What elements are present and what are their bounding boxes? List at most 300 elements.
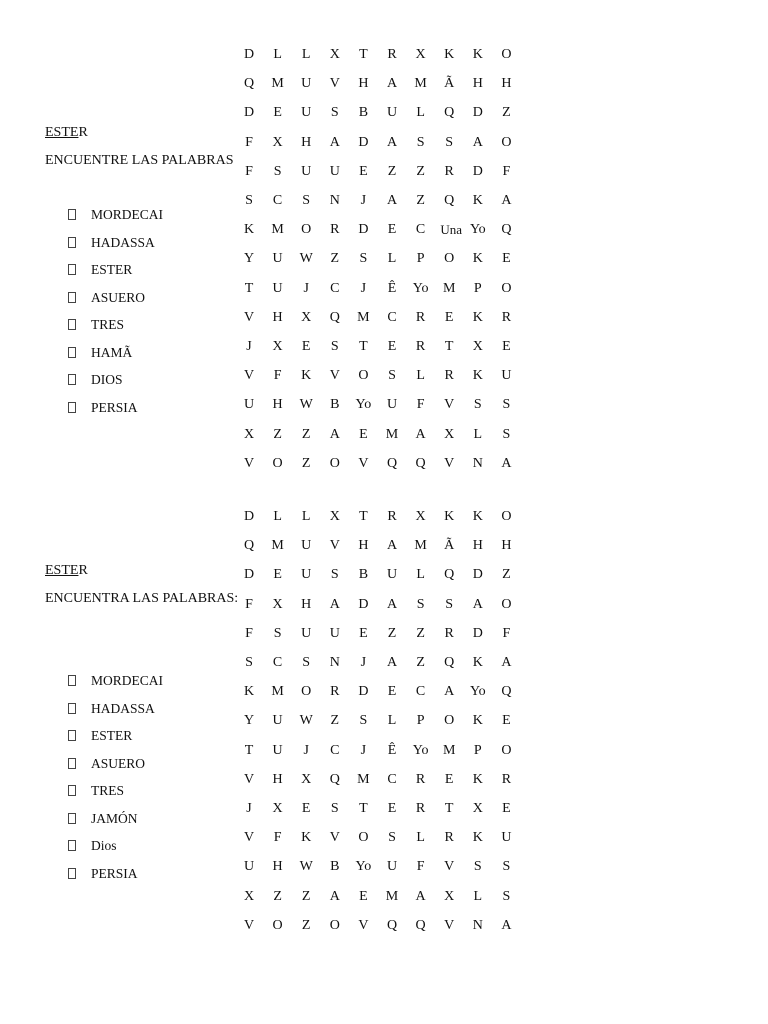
grid-row (235, 888, 535, 908)
grid-cell: O (501, 509, 512, 524)
grid-cell: D (472, 163, 483, 179)
grid-cell: E (359, 163, 368, 179)
grid-cell: K (472, 771, 483, 787)
checkbox-bullet-icon (68, 237, 76, 248)
grid-cell: F (273, 368, 282, 384)
grid-cell: Yo (355, 397, 372, 413)
grid-cell: D (243, 567, 255, 583)
grid-cell: E (301, 801, 311, 816)
grid-cell: T (244, 280, 254, 296)
grid-row (235, 742, 535, 762)
grid-cell: Yo (469, 222, 486, 238)
grid-row (235, 455, 535, 475)
grid-cell: Z (330, 251, 340, 267)
grid-cell: U (301, 105, 312, 121)
grid-row (235, 683, 535, 703)
grid-cell: F (245, 596, 253, 612)
grid-cell: R (444, 163, 454, 179)
grid-cell: F (416, 859, 425, 875)
grid-cell: K (301, 830, 312, 846)
grid-cell: K (472, 309, 483, 325)
grid-cell: L (416, 368, 425, 384)
grid-cell: M (271, 76, 284, 92)
grid-cell: C (415, 222, 426, 238)
grid-cell: S (273, 625, 282, 641)
puzzle-instructions: ENCUENTRE LAS PALABRAS (45, 153, 234, 168)
word-label: TRES (91, 783, 125, 798)
grid-cell: T (359, 339, 368, 354)
grid-row (235, 75, 535, 95)
grid-cell: E (502, 251, 511, 267)
grid-cell: D (358, 596, 369, 612)
grid-cell: V (329, 538, 340, 554)
grid-cell: X (272, 339, 283, 354)
grid-row (235, 221, 535, 241)
grid-cell: P (473, 742, 482, 758)
grid-cell: H (272, 397, 283, 413)
grid-cell: W (299, 251, 313, 267)
grid-cell: V (329, 76, 340, 92)
grid-cell: S (416, 134, 425, 150)
grid-cell: U (386, 567, 398, 583)
grid-cell: Z (273, 426, 282, 442)
grid-cell: Z (502, 105, 511, 121)
grid-cell: W (299, 397, 313, 413)
word-label: MORDECAI (91, 207, 164, 222)
grid-cell: E (273, 105, 282, 121)
grid-cell: V (444, 917, 455, 933)
grid-cell: W (299, 713, 313, 729)
checkbox-bullet-icon (68, 374, 76, 385)
grid-cell: U (301, 538, 312, 554)
grid-cell: A (386, 193, 398, 208)
grid-cell: U (272, 742, 283, 758)
grid-cell: B (330, 859, 340, 875)
grid-cell: J (303, 280, 309, 296)
grid-cell: F (245, 163, 253, 179)
grid-cell: X (415, 509, 426, 524)
grid-row (235, 309, 535, 329)
grid-cell: X (472, 339, 483, 354)
grid-cell: Q (415, 455, 426, 471)
grid-cell: S (302, 655, 311, 670)
grid-cell: Q (415, 917, 426, 933)
grid-cell: X (272, 596, 283, 612)
grid-cell: O (272, 455, 283, 471)
grid-cell: V (358, 455, 369, 471)
grid-cell: T (244, 742, 254, 758)
word-label: PERSIA (91, 399, 138, 415)
grid-cell: K (444, 509, 455, 524)
grid-cell: D (243, 509, 255, 524)
grid-cell: X (272, 134, 283, 150)
grid-cell: A (386, 596, 398, 612)
grid-cell: S (245, 193, 253, 208)
grid-cell: U (386, 105, 398, 121)
grid-cell: L (301, 509, 311, 524)
grid-cell: S (359, 713, 368, 729)
grid-row (235, 625, 535, 645)
grid-cell: V (243, 771, 255, 787)
grid-cell: R (415, 339, 426, 354)
grid-cell: Z (416, 193, 425, 208)
grid-cell: E (387, 222, 397, 238)
grid-cell: F (502, 163, 511, 179)
checkbox-bullet-icon (68, 730, 76, 741)
grid-cell: U (243, 397, 255, 413)
grid-cell: A (329, 596, 340, 612)
grid-cell: C (330, 742, 340, 758)
grid-cell: Ã (444, 76, 455, 92)
grid-cell: U (501, 368, 512, 384)
grid-cell: A (386, 76, 398, 92)
word-label: Dios (91, 838, 117, 853)
grid-cell: X (415, 47, 426, 62)
grid-cell: Q (329, 771, 340, 787)
grid-cell: X (329, 509, 340, 524)
grid-cell: J (360, 193, 367, 208)
grid-cell: P (416, 713, 425, 729)
grid-cell: K (472, 47, 483, 62)
grid-row (235, 104, 535, 124)
grid-cell: H (272, 859, 283, 875)
grid-cell: K (472, 509, 483, 524)
grid-cell: O (329, 455, 340, 471)
word-label: HADASSA (91, 234, 155, 250)
grid-cell: S (473, 859, 482, 875)
grid-cell: Ê (387, 742, 397, 758)
grid-cell: L (416, 830, 425, 846)
grid-cell: X (444, 888, 455, 904)
word-label: ESTER (91, 728, 133, 743)
grid-cell: R (444, 368, 454, 384)
grid-cell: S (473, 397, 482, 413)
grid-cell: V (243, 917, 255, 933)
grid-cell: M (357, 309, 370, 325)
grid-cell: M (357, 771, 370, 787)
grid-cell: L (387, 251, 397, 267)
grid-cell: Z (387, 163, 397, 179)
grid-cell: L (387, 713, 397, 729)
grid-cell: V (243, 368, 255, 384)
grid-cell: K (472, 713, 483, 729)
grid-cell: H (472, 76, 483, 92)
grid-cell: Q (243, 76, 255, 92)
grid-cell: E (502, 339, 511, 354)
grid-cell: K (243, 684, 255, 700)
grid-cell: H (501, 538, 512, 554)
grid-cell: Q (501, 684, 512, 700)
grid-cell: Q (329, 309, 340, 325)
grid-cell: S (502, 859, 511, 875)
grid-cell: S (445, 596, 454, 612)
grid-cell: O (301, 684, 312, 700)
grid-cell: U (301, 625, 312, 641)
grid-row (235, 280, 535, 300)
grid-cell: O (501, 742, 512, 758)
grid-cell: M (271, 222, 284, 238)
grid-cell: N (329, 655, 340, 670)
grid-cell: E (359, 426, 368, 442)
grid-cell: Y (243, 251, 255, 267)
grid-cell: Q (444, 105, 455, 121)
grid-cell: H (301, 596, 312, 612)
grid-cell: H (272, 309, 283, 325)
grid-cell: L (301, 47, 311, 62)
grid-cell: L (416, 105, 425, 121)
word-label: ASUERO (91, 289, 146, 305)
grid-cell: R (387, 47, 397, 62)
grid-cell: Z (416, 625, 425, 641)
word-label: HAMÃ (91, 344, 133, 360)
grid-cell: A (329, 426, 340, 442)
grid-cell: O (501, 280, 512, 296)
grid-cell: O (501, 47, 512, 62)
grid-cell: A (329, 888, 340, 904)
grid-cell: S (502, 888, 511, 904)
grid-cell: V (444, 455, 455, 471)
grid-cell: K (472, 655, 483, 670)
grid-cell: V (243, 830, 255, 846)
grid-cell: V (329, 830, 340, 846)
grid-row (235, 396, 535, 416)
grid-cell: H (301, 134, 312, 150)
grid-cell: E (387, 684, 397, 700)
grid-cell: O (444, 251, 455, 267)
grid-cell: R (501, 771, 512, 787)
grid-cell: A (386, 134, 398, 150)
grid-row (235, 426, 535, 446)
grid-cell: V (444, 397, 455, 413)
grid-cell: S (502, 426, 511, 442)
grid-cell: N (472, 917, 483, 933)
grid-row (235, 134, 535, 154)
grid-cell: C (272, 193, 283, 208)
grid-cell: A (386, 538, 398, 554)
grid-cell: A (472, 134, 483, 150)
grid-cell: E (444, 771, 454, 787)
grid-cell: V (243, 309, 255, 325)
grid-cell: Q (386, 455, 398, 471)
grid-cell: Z (301, 426, 311, 442)
grid-cell: W (299, 859, 313, 875)
grid-cell: U (243, 859, 255, 875)
grid-cell: S (245, 655, 253, 670)
title-underlined: ESTE (45, 563, 79, 578)
grid-cell: S (302, 193, 311, 208)
grid-cell: O (501, 134, 512, 150)
grid-cell: S (445, 134, 454, 150)
grid-cell: E (273, 567, 282, 583)
grid-cell: C (330, 280, 340, 296)
grid-row (235, 508, 535, 528)
grid-cell: R (387, 509, 397, 524)
grid-cell: Z (301, 917, 311, 933)
grid-cell: E (387, 339, 397, 354)
grid-cell: A (415, 426, 426, 442)
grid-cell: C (387, 771, 397, 787)
grid-cell: M (271, 538, 284, 554)
grid-cell: L (416, 567, 425, 583)
title-rest: R (78, 563, 88, 578)
grid-cell: A (415, 888, 426, 904)
grid-cell: Z (301, 455, 311, 471)
grid-cell: U (501, 830, 512, 846)
grid-cell: J (246, 801, 252, 816)
grid-row (235, 712, 535, 732)
word-label: ESTER (91, 262, 133, 277)
grid-cell: Z (416, 163, 425, 179)
grid-cell: C (415, 684, 426, 700)
grid-cell: J (303, 742, 309, 758)
grid-cell: R (330, 222, 340, 238)
grid-cell: X (272, 801, 283, 816)
checkbox-bullet-icon (68, 813, 76, 824)
grid-cell: E (387, 801, 397, 816)
grid-cell: M (385, 426, 399, 442)
grid-cell: D (472, 625, 483, 641)
grid-cell: Q (386, 917, 398, 933)
grid-cell: F (245, 625, 253, 641)
grid-cell: O (358, 368, 369, 384)
checkbox-bullet-icon (68, 402, 76, 413)
grid-cell: D (472, 567, 483, 583)
grid-cell: A (472, 596, 483, 612)
grid-cell: A (444, 684, 455, 700)
grid-cell: C (387, 309, 397, 325)
grid-cell: Yo (412, 280, 429, 296)
grid-cell: S (416, 596, 425, 612)
grid-cell: Yo (355, 859, 372, 875)
grid-cell: X (472, 801, 483, 816)
grid-cell: U (272, 713, 283, 729)
grid-cell: S (388, 368, 396, 384)
grid-cell: D (243, 105, 255, 121)
checkbox-bullet-icon (68, 868, 76, 879)
grid-cell: U (272, 251, 283, 267)
grid-cell: S (502, 397, 511, 413)
grid-cell: A (386, 655, 398, 670)
grid-cell: B (358, 105, 369, 121)
grid-cell: S (330, 801, 339, 816)
grid-cell: B (330, 397, 340, 413)
grid-row (235, 192, 535, 212)
title-underlined: ESTE (45, 125, 79, 140)
grid-cell: U (301, 76, 312, 92)
word-label: HADASSA (91, 700, 155, 716)
grid-cell: F (502, 625, 511, 641)
grid-cell: D (243, 47, 255, 62)
grid-cell: S (330, 339, 339, 354)
grid-cell: S (330, 567, 339, 583)
grid-cell: T (359, 509, 368, 524)
grid-cell: E (359, 625, 368, 641)
checkbox-bullet-icon (68, 840, 76, 851)
grid-cell: P (416, 251, 425, 267)
grid-cell: U (329, 625, 340, 641)
grid-row (235, 800, 535, 820)
grid-cell: T (444, 339, 454, 354)
grid-cell: O (501, 596, 512, 612)
word-label: PERSIA (91, 865, 138, 881)
checkbox-bullet-icon (68, 292, 76, 303)
grid-cell: R (501, 309, 512, 325)
grid-cell: Q (444, 655, 455, 670)
grid-cell: J (360, 742, 367, 758)
grid-cell: M (442, 742, 456, 758)
grid-cell: H (358, 538, 369, 554)
word-label: MORDECAI (91, 673, 164, 688)
grid-cell: Z (330, 713, 340, 729)
grid-cell: M (414, 76, 427, 92)
grid-cell: L (273, 509, 282, 524)
grid-cell: E (301, 339, 311, 354)
grid-cell: U (301, 163, 312, 179)
grid-cell: A (501, 455, 512, 471)
grid-cell: O (301, 222, 312, 238)
grid-row (235, 771, 535, 791)
grid-cell: Yo (412, 742, 429, 758)
grid-row (235, 654, 535, 674)
grid-cell: E (444, 309, 454, 325)
grid-cell: N (472, 455, 483, 471)
grid-row (235, 338, 535, 358)
grid-cell: L (473, 888, 483, 904)
grid-cell: S (359, 251, 368, 267)
puzzle-title (45, 563, 88, 579)
grid-cell: B (358, 567, 369, 583)
grid-cell: Z (387, 625, 397, 641)
grid-cell: D (358, 222, 369, 238)
grid-cell: E (359, 888, 368, 904)
grid-cell: X (329, 47, 340, 62)
grid-cell: U (386, 859, 398, 875)
grid-row (235, 537, 535, 557)
grid-cell: Q (444, 193, 455, 208)
grid-cell: F (273, 830, 282, 846)
grid-cell: R (415, 801, 426, 816)
word-label: DIOS (91, 372, 123, 387)
grid-row (235, 566, 535, 586)
grid-cell: S (330, 105, 339, 121)
grid-cell: E (502, 713, 511, 729)
grid-cell: T (359, 801, 368, 816)
grid-cell: A (501, 655, 512, 670)
checkbox-bullet-icon (68, 319, 76, 330)
grid-cell: Z (273, 888, 282, 904)
title-rest: R (78, 125, 88, 140)
grid-cell: O (358, 830, 369, 846)
grid-cell: M (442, 280, 456, 296)
grid-cell: Q (501, 222, 512, 238)
grid-cell: O (329, 917, 340, 933)
grid-cell: Yo (469, 684, 486, 700)
grid-cell: J (246, 339, 252, 354)
grid-cell: U (386, 397, 398, 413)
grid-cell: K (243, 222, 255, 238)
grid-row (235, 917, 535, 937)
grid-cell: K (444, 47, 455, 62)
grid-row (235, 829, 535, 849)
grid-cell: S (273, 163, 282, 179)
grid-cell: C (272, 655, 283, 670)
grid-cell: U (329, 163, 340, 179)
grid-cell: K (472, 193, 483, 208)
grid-cell: Z (416, 655, 425, 670)
grid-cell: H (358, 76, 369, 92)
grid-cell: R (330, 684, 340, 700)
puzzle-instructions: ENCUENTRA LAS PALABRAS: (45, 591, 239, 606)
